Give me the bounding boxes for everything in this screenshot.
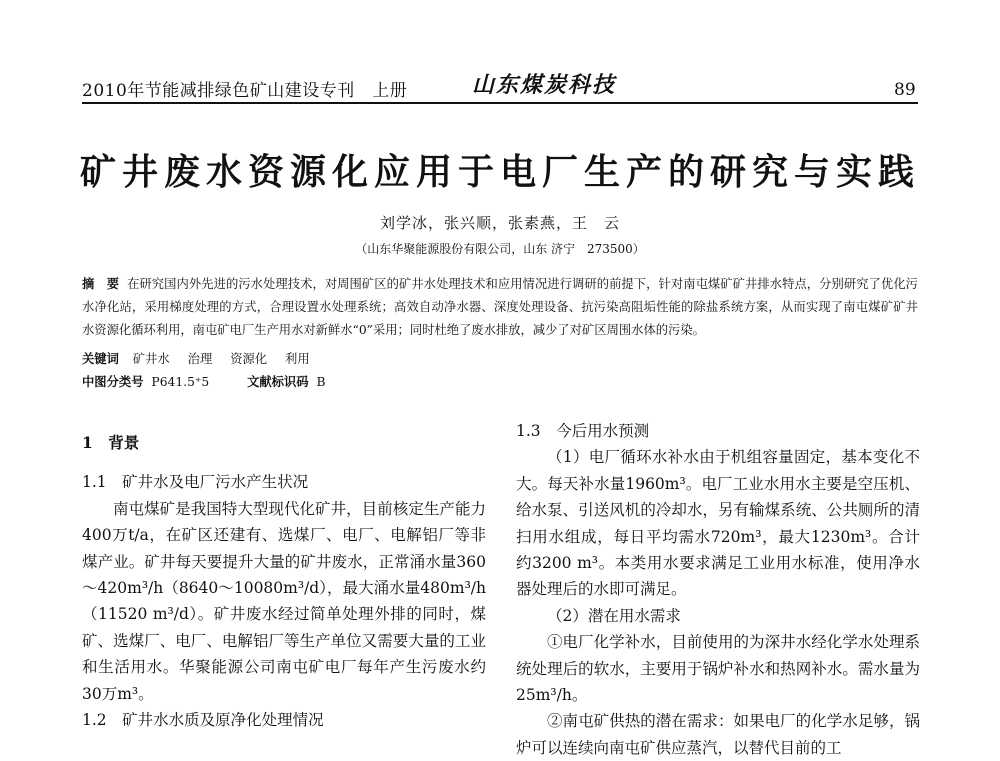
keyword: 矿井水	[132, 352, 170, 366]
doc-code-label: 文献标识码	[247, 374, 309, 389]
article-affiliation: （山东华聚能源股份有限公司，山东 济宁 273500）	[355, 242, 645, 256]
abstract-text: 在研究国内外先进的污水处理技术，对周围矿区的矿井水处理技术和应用情况进行调研的前提下，针对南屯煤矿矿井排水特点，分别研究了优化污水净化站，采用梯度处理的方式，合理设置水处理系统；高效自动净水器、深度处理设备、抗污染高阻垢性能的除盐系统方案，从而实现了南屯煤矿矿井水资源化循环利用，南屯矿电厂生产用水对新鲜水“0”采用；同时杜绝了废水排放，减少了对矿区周围水体的污染。	[82, 277, 918, 337]
journal-logo: 山东煤炭科技	[472, 72, 617, 98]
page-number: 89	[894, 80, 916, 100]
article-authors: 刘学冰，张兴顺，张素燕，王 云	[379, 214, 620, 232]
classification-label: 中图分类号	[82, 374, 144, 389]
section-heading-1-3: 1.3 今后用水预测	[516, 422, 650, 440]
abstract	[82, 272, 918, 342]
keywords	[82, 349, 918, 367]
abstract-label: 摘 要	[82, 276, 120, 291]
section-heading-1-1: 1.1 矿井水及电厂污水产生状况	[82, 473, 309, 492]
article-title: 矿井废水资源化应用于电厂生产的研究与实践	[79, 151, 920, 193]
classification-line	[82, 372, 918, 390]
keywords-label: 关键词	[82, 351, 119, 366]
body-paragraph: （2）潜在用水需求	[547, 606, 681, 625]
body-paragraph: ①电厂化学补水，目前使用的为深井水经化学水处理系统处理后的软水，主要用于锅炉补水和热网补水。需水量为25m³/h。	[516, 633, 920, 705]
keyword: 治理	[187, 352, 213, 366]
doc-code-value: B	[316, 375, 326, 389]
body-paragraph: （1）电厂循环水补水由于机组容量固定，基本变化不大。每天补水量1960m³。电厂工业水用水主要是空压机、给水泵、引送风机的冷却水，另有输煤系统、公共厕所的清扫用水组成，每日平均需水720m³，最大1230m³。合计约3200 m³。本类用水要求满足工业用水标准，使用净水器处理后的水即可满足。	[516, 448, 920, 599]
body-paragraph: ②南屯矿供热的潜在需求：如果电厂的化学水足够，锅炉可以连续向南屯矿供应蒸汽，以替代目前的工	[516, 712, 920, 757]
section-heading-1: 1 背景	[82, 433, 140, 452]
classification-value: P641.5⁺5	[151, 375, 210, 389]
right-column	[516, 418, 920, 761]
keyword: 利用	[285, 352, 310, 366]
left-column	[82, 430, 486, 733]
running-head: 2010年节能减排绿色矿山建设专刊 上册	[82, 81, 408, 101]
keyword: 资源化	[230, 352, 268, 366]
body-paragraph: 南屯煤矿是我国特大型现代化矿井，目前核定生产能力400万t/a，在矿区还建有、选煤厂、电厂、电解铝厂等非煤产业。矿井每天要提升大量的矿井废水，正常涌水量360～420m³/h（8640～10080m³/d），最大涌水量480m³/h（11520 m³/d）。矿井废水经过简单处理外排的同时，煤矿、选煤厂、电厂、电解铝厂等生产单位又需要大量的工业和生活用水。华聚能源公司南屯矿电厂每年产生污废水约30万m³。	[82, 499, 486, 703]
section-heading-1-2: 1.2 矿井水水质及原净化处理情况	[82, 711, 324, 730]
header-rule	[82, 102, 918, 104]
